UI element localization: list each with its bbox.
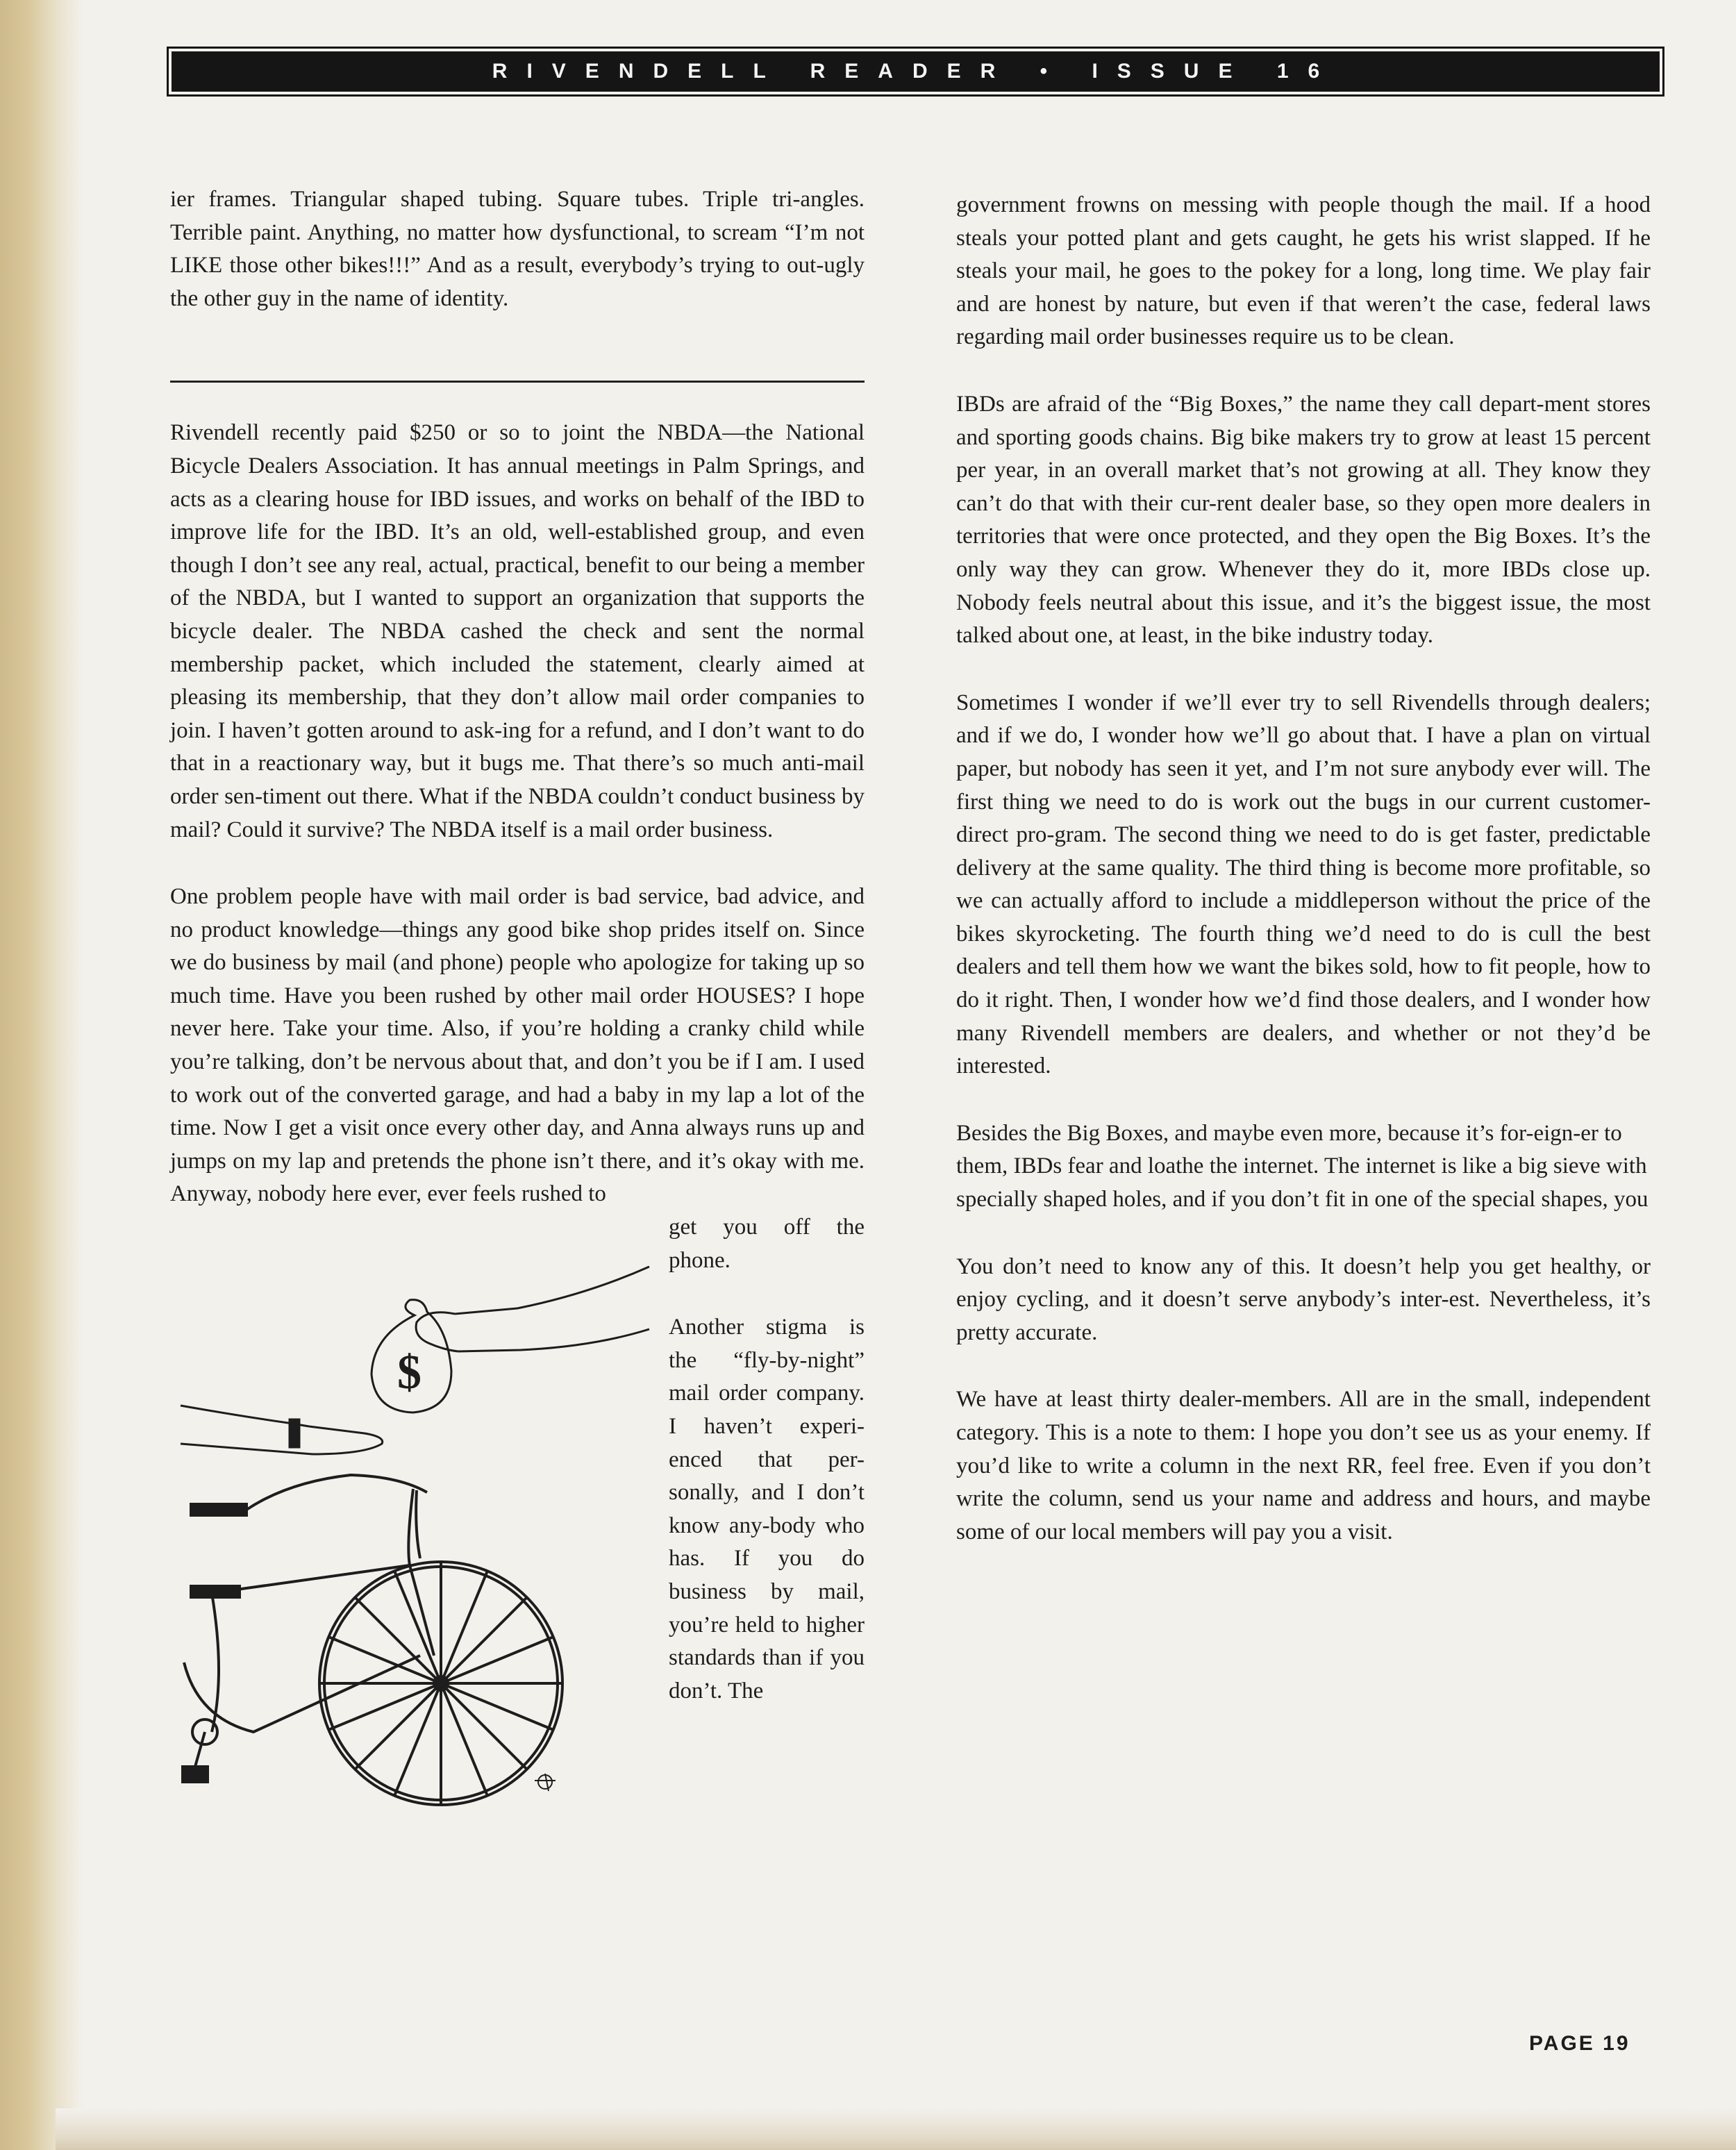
giving-arm-icon (416, 1267, 649, 1351)
wrapped-text-block (669, 1211, 865, 1742)
right-paragraph-6: We have at least thirty dealer-members. All are in the small, independent category. This is a note to them: I hope you don’t see us as your enemy. If you’d like to write a column in the next RR, feel free. Even if you don’t write the column, send us your name and address and hours, and maybe some of our local members will pay you a visit. (956, 1387, 1651, 1544)
page-bottom-edge (56, 2108, 1736, 2150)
left-paragraph-1: ier frames. Triangular shaped tubing. Square tubes. Triple tri-angles. Terrible paint. Anything, no matter how dysfunctional, to scream “I’m not LIKE those other bikes!!!” And as a result, everybody’s trying to out-ugly the other guy in the name of identity. (170, 187, 865, 311)
right-paragraph-3: Sometimes I wonder if we’ll ever try to sell Rivendells through dealers; and if we do, I wonder how we’ll go about that. I have a plan on virtual paper, but nobody has seen it yet, and I’m not sure anybody ever will. The first thing we need to do is work out the bugs in our current customer-direct pro-gram. The second thing we need to do is get faster, predictable delivery at the same quality. The third thing is become more profitable, so we can actually afford to include a middleperson without the price of the bikes skyrocketing. The fourth thing we’d need to do is cull the best dealers and tell them how we want the bikes sold, how to fit people, how to do it right. Then, I wonder how we’d find those dealers, and I wonder how many Rivendell members are dealers, and whether or not they’d be interested. (956, 690, 1651, 1079)
bicycle-money-illustration (170, 1232, 656, 1822)
bicycle-icon (183, 1475, 562, 1805)
masthead-bar (172, 51, 1660, 92)
left-paragraph-3-end: get you off the phone. (669, 1215, 865, 1273)
right-paragraph-1: government frowns on messing with people though the mail. If a hood steals your potted plant and gets caught, he gets his wrist slapped. If he steals your mail, he goes to the pokey for a long, long time. We play fair and are honest by nature, but even if that weren’t the case, federal laws regarding mail order businesses require us to be clean. (956, 192, 1651, 350)
right-column (956, 189, 1651, 1583)
left-paragraph-4: Another stigma is the “fly-by-night” mail order company. I haven’t experi-enced that per-sonally, and I don’t know any-body who has. If you do business by mail, you’re held to higher standards than if you don’t. The (669, 1315, 865, 1703)
illustration-wrap-area (170, 1211, 865, 1824)
left-column (170, 183, 865, 1824)
artist-signature-icon (535, 1774, 556, 1791)
page-binding-edge (0, 0, 83, 2150)
receiving-arm-icon (181, 1406, 383, 1454)
left-paragraph-2: Rivendell recently paid $250 or so to joint the NBDA—the National Bicycle Dealers Association. It has annual meetings in Palm Springs, and acts as a clearing house for IBD issues, and works on behalf of the IBD to improve life for the IBD. It’s an old, well-established group, and even though I don’t see any real, actual, practical, benefit to our being a member of the NBDA, but I wanted to support an organization that supports the bicycle dealer. The NBDA cashed the check and sent the normal membership packet, which included the statement, clearly aimed at pleasing its membership, that they don’t allow mail order companies to join. I haven’t gotten around to ask-ing for a refund, and I don’t want to do that in a reactionary way, but it bugs me. That there’s so much anti-mail order sen-timent out there. What if the NBDA couldn’t conduct business by mail? Could it survive? The NBDA itself is a mail order business. (170, 420, 865, 842)
money-bag-icon (372, 1300, 451, 1412)
dollar-sign: $ (397, 1346, 422, 1400)
right-paragraph-4: Besides the Big Boxes, and maybe even more, because it’s for-eign-er to them, IBDs fear and loathe the internet. The internet is like a big sieve with specially shaped holes, and if you don’t fit in one of the special shapes, you (956, 1120, 1649, 1212)
section-divider (170, 381, 865, 383)
right-paragraph-2: IBDs are afraid of the “Big Boxes,” the name they call depart-ment stores and sporting goods chains. Big bike makers try to grow at least 15 percent per year, in an overall market that’s not growing at all. They know they can’t do that with their cur-rent dealer base, so they open more dealers in territories that were once protected, and they open the Big Boxes. It’s the only way they can grow. Whenever they do it, more IBDs close up. Nobody feels neutral about this issue, and it’s the biggest issue, the most talked about one, at least, in the bike industry today. (956, 391, 1651, 649)
page-number: PAGE 19 (1529, 2032, 1630, 2055)
masthead-title: RIVENDELL READER • ISSUE 16 (492, 60, 1339, 83)
right-paragraph-5: You don’t need to know any of this. It doesn’t help you get healthy, or enjoy cycling, and it doesn’t serve anybody’s inter-est. Nevertheless, it’s pretty accurate. (956, 1253, 1651, 1345)
left-paragraph-3: One problem people have with mail order is bad service, bad advice, and no product knowledge—things any good bike shop prides itself on. Since we do business by mail (and phone) people who apologize for taking up so much time. Have you been rushed by other mail order HOUSES? I hope never here. Take your time. Also, if you’re holding a cranky child while you’re talking, don’t be nervous about that, and don’t you be if I am. I used to work out of the converted garage, and had a baby in my lap a lot of the time. Now I get a visit once every other day, and Anna always runs up and jumps on my lap and pretends the phone isn’t there, and it’s okay with me. Anyway, nobody here ever, ever feels rushed to (170, 884, 865, 1207)
